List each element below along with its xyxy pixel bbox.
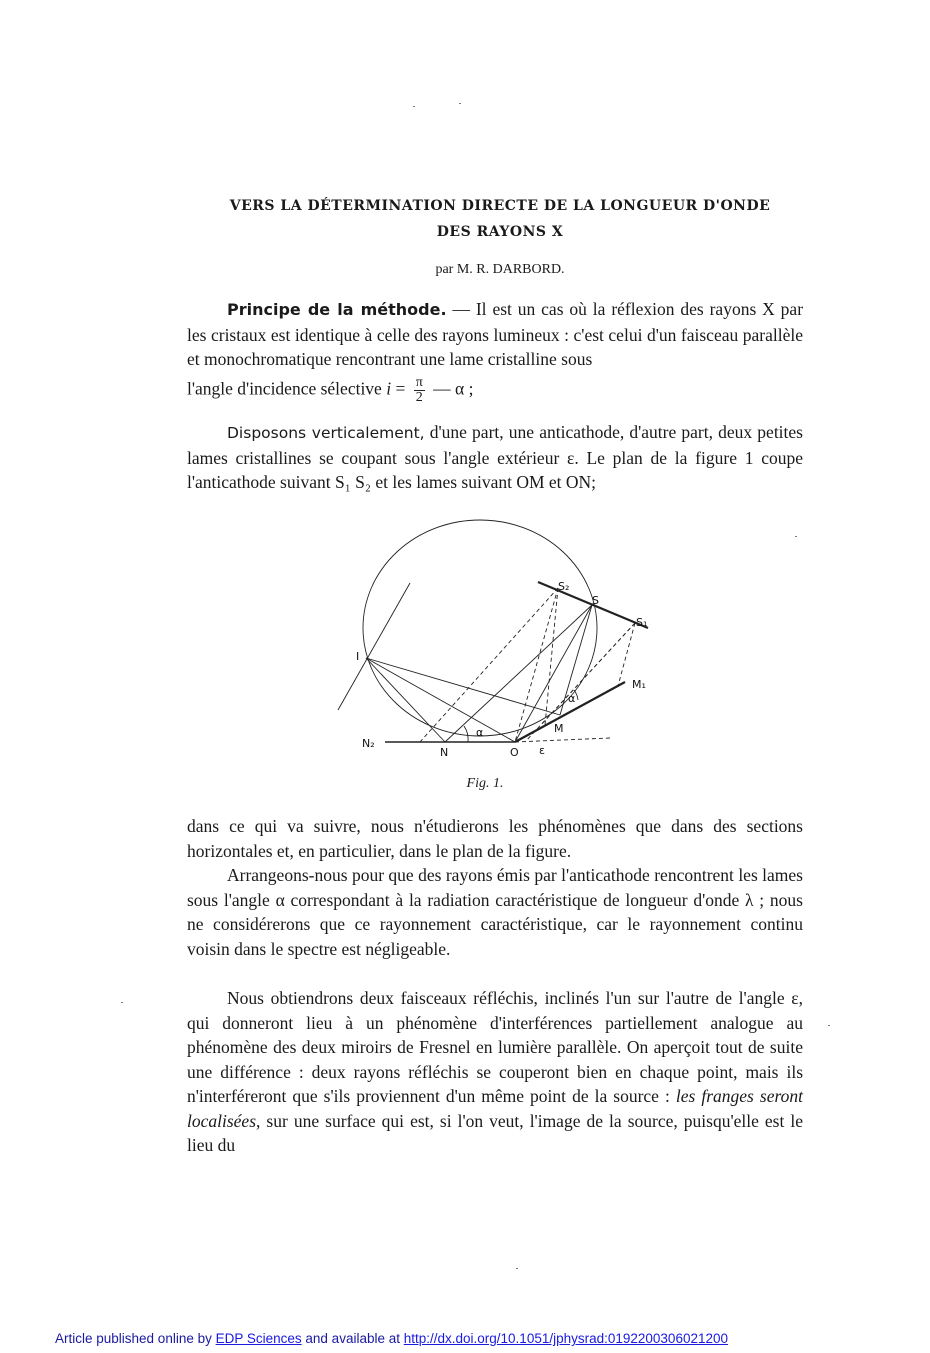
publication-footer xyxy=(55,1331,875,1346)
reference-circle xyxy=(363,520,597,736)
label-s2: S₂ xyxy=(558,580,570,593)
interference-text-after: , sur une surface qui est, si l'on veut, l'image de la source, puisqu'elle est le lieu du xyxy=(187,1110,803,1155)
label-epsilon: ε xyxy=(539,744,545,757)
scan-speck xyxy=(795,536,797,537)
scan-speck xyxy=(459,103,461,104)
incidence-text: l'angle d'incidence sélective xyxy=(187,378,387,399)
figure-caption: Fig. 1. xyxy=(466,776,504,791)
fraction-numerator: π xyxy=(415,374,423,390)
interference-emphasis: les franges seront localisées xyxy=(187,1086,803,1131)
section-heading: Principe de la méthode. xyxy=(227,300,447,319)
symbol-i: i xyxy=(386,378,392,399)
label-m1: M₁ xyxy=(632,678,646,691)
dashed-extension xyxy=(515,738,610,742)
paragraph-interference xyxy=(187,986,803,1158)
equals-sign: = xyxy=(391,378,410,399)
angle-arc-n xyxy=(464,726,468,742)
paragraph-arrangement xyxy=(187,420,803,495)
label-o: O xyxy=(510,746,519,759)
scan-speck xyxy=(121,1002,123,1003)
title-line-2: DES RAYONS X xyxy=(436,224,564,240)
label-s: S xyxy=(592,594,599,607)
scan-speck xyxy=(413,106,415,107)
fraction-pi-over-2 xyxy=(414,376,425,405)
label-s1: S₁ xyxy=(636,616,648,629)
heading-dash: — xyxy=(446,299,476,319)
dashed-ray-s1-o xyxy=(525,623,635,742)
label-m: M xyxy=(554,722,564,735)
dashed-ray-s1-m1 xyxy=(618,623,635,686)
scan-speck xyxy=(516,1268,518,1269)
dashed-ray-s2-o xyxy=(515,588,558,742)
ray-s-n xyxy=(445,605,592,742)
minus-alpha: — α ; xyxy=(428,378,474,399)
author-byline: par M. R. DARBORD. xyxy=(435,262,565,277)
paragraph-sections: dans ce qui va suivre, nous n'étudierons les phénomènes que dans des sections horizontales et, en particulier, dans le plan de la figure. xyxy=(187,816,803,861)
article-title xyxy=(200,193,800,245)
footer-middle: and available at xyxy=(301,1331,404,1346)
label-n2: N₂ xyxy=(362,737,375,750)
scan-speck xyxy=(828,1025,830,1026)
dashed-ray-s2-m xyxy=(545,588,558,725)
principle-text: Il est un cas où la réflexion des rayons X par les cristaux est identique à celle des rayons lumineux : c'est celui d'un faisceau parallèle et monochromatique rencontrant une lame cristalline sous xyxy=(187,299,804,369)
doi-link[interactable]: http://dx.doi.org/10.1051/jphysrad:0192200306021200 xyxy=(403,1331,728,1346)
label-alpha-n: α xyxy=(476,726,484,739)
arrangement-text: d'une part, une anticathode, d'autre part, deux petites lames cristallines se coupant sous l'angle extérieur ε. Le plan de la figure 1 coupe l'anticathode suivant S₁ S₂ et les lames suivant OM et ON; xyxy=(187,422,803,492)
paragraph-lead: Disposons verticalement, xyxy=(227,424,425,442)
ray-i-m xyxy=(366,658,560,715)
ray-s-m xyxy=(560,605,592,715)
line-through-i xyxy=(338,583,410,710)
label-alpha-m: α xyxy=(568,692,576,705)
label-i: I xyxy=(356,650,360,663)
ray-i-n xyxy=(366,658,445,742)
paragraph-principle xyxy=(187,297,803,405)
footer-prefix: Article published online by xyxy=(55,1331,216,1346)
paragraph-arrangement-angle: Arrangeons-nous pour que des rayons émis par l'anticathode rencontrent les lames sous l'angle α correspondant à la radiation caractéristique de longueur d'onde λ ; nous ne considérerons que ce rayonnement caractéristique, car le rayonnement continu voisin dans le spectre est négligeable. xyxy=(187,865,803,959)
title-line-1: VERS LA DÉTERMINATION DIRECTE DE LA LONGUEUR D'ONDE xyxy=(229,198,771,214)
label-n: N xyxy=(440,746,449,759)
publisher-link[interactable]: EDP Sciences xyxy=(215,1331,302,1346)
fraction-denominator: 2 xyxy=(415,389,423,405)
figure-1-diagram xyxy=(330,510,660,760)
dashed-ray-s2-n xyxy=(420,588,558,742)
interference-text-before: Nous obtiendrons deux faisceaux réfléchis, inclinés l'un sur l'autre de l'angle ε, qui donneront lieu à un phénomène d'interférences partiellement analogue au phénomène des deux miroirs de Fresnel en lumière parallèle. On aperçoit tout de suite une différence : deux rayons réfléchis se couperont bien en chaque point, mais ils n'interféreront que s'ils proviennent d'un même point de la source : xyxy=(187,988,803,1106)
